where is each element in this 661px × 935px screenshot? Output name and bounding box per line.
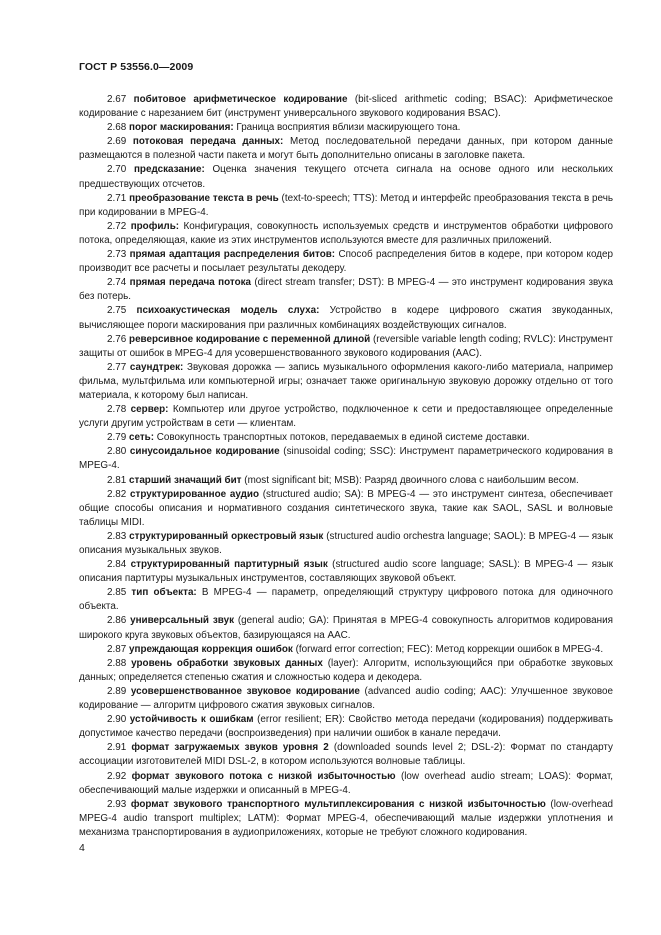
entry-number: 2.92 [107, 770, 127, 782]
entry-definition: (most significant bit; MSB): Разряд двоичного слова с наибольшим весом. [241, 474, 579, 486]
entry-number: 2.84 [107, 559, 127, 571]
definition-entry [79, 643, 613, 657]
entry-term: прямая адаптация распределения битов: [129, 249, 336, 261]
definition-entry [79, 586, 613, 614]
entry-number: 2.78 [107, 404, 127, 416]
entry-term: структурированное аудио [129, 488, 259, 500]
definition-entry [79, 558, 613, 586]
definition-entry [79, 474, 613, 488]
entry-number: 2.72 [107, 220, 127, 232]
entry-term: порог маскирования: [128, 122, 234, 134]
definition-entry [79, 431, 613, 445]
definition-entry [79, 488, 613, 530]
entry-number: 2.79 [107, 432, 127, 444]
entry-term: саундтрек: [129, 361, 184, 373]
entry-term: формат звукового потока с низкой избыточностью [131, 770, 396, 782]
entry-definition: В MPEG-4 — параметр, определяющий структуру цифрового потока для одиночного объекта. [79, 587, 614, 613]
entry-number: 2.91 [107, 742, 127, 754]
entry-definition: (text-to-speech; TTS): Метод и интерфейс преобразования текста в речь при кодировании в MPEG-4. [79, 192, 613, 218]
entry-number: 2.88 [107, 657, 127, 669]
definition-entry [79, 614, 613, 642]
entry-definition: Оценка значения текущего отсчета сигнала на основе одного или нескольких предшествующих отсчетов. [79, 164, 613, 190]
entry-definition: (downloaded sounds level 2; DSL-2): Формат по стандарту ассоциации изготовителей MIDI DSL-2, в котором используются волновые таблицы. [79, 742, 613, 768]
definition-entry [79, 276, 613, 304]
entry-definition: (low overhead audio stream; LOAS): Формат, обеспечивающий малые издержки и описанный в MPEG-4. [79, 770, 614, 796]
entry-term: уровень обработки звуковых данных [131, 657, 323, 669]
entry-term: сервер: [130, 404, 169, 416]
definition-entry [79, 403, 613, 431]
entry-definition: Конфигурация, совокупность используемых средств и инструментов обработки цифрового потока, определяющая, какие из этих инструментов используются вместе для различных приложений. [79, 220, 614, 246]
entry-term: реверсивное кодирование с переменной длиной [129, 333, 371, 345]
entry-term: сеть: [128, 432, 155, 444]
entry-definition: (reversible variable length coding; RVLC): Инструмент защиты от ошибок в MPEG-4 для усовершенствованного звукового кодирования (AAC). [79, 333, 614, 359]
entry-definition: (structured audio score language; SASL): В MPEG-4 — язык описания партитуры музыкальных инструментов, составляющих звуковой объект. [79, 559, 614, 585]
entry-number: 2.77 [107, 361, 127, 373]
entry-definition: Способ распределения битов в кодере, при котором кодер производит все расчеты и посылает результаты декодеру. [79, 249, 614, 275]
entry-definition: (advanced audio coding; AAC): Улучшенное звуковое кодирование — алгоритм цифрового сжатия звуковых сигналов. [79, 685, 613, 712]
entry-term: структурированный партитурный язык [130, 559, 328, 571]
page-number: 4 [79, 842, 85, 854]
entry-definition: (sinusoidal coding; SSC): Инструмент параметрического кодирования в MPEG-4. [79, 446, 614, 472]
entry-term: предсказание: [133, 164, 205, 176]
entry-term: побитовое арифметическое кодирование [133, 94, 348, 105]
definitions-list [79, 93, 613, 840]
entry-number: 2.89 [107, 685, 127, 697]
entry-definition: Компьютер или другое устройство, подключенное к сети и предоставляющее определенные услуги другим устройствам в сети — клиентам. [79, 404, 614, 430]
definition-entry [79, 770, 613, 798]
entry-definition: Метод последовательной передачи данных, при котором данные размещаются в полезной части пакета и могут быть дополнительно описаны в заголовке пакета. [79, 136, 613, 162]
entry-term: усовершенствованное звуковое кодирование [130, 685, 360, 697]
entry-number: 2.90 [107, 714, 127, 726]
entry-number: 2.80 [107, 446, 127, 458]
entry-number: 2.70 [107, 164, 127, 176]
entry-number: 2.74 [107, 277, 127, 289]
entry-term: прямая передача потока [129, 277, 252, 289]
definition-entry [79, 530, 613, 558]
entry-definition: (low-overhead MPEG-4 audio transport multiplex; LATM): Формат MPEG-4, обеспечивающий малые издержки уплотнения и механизма транспортирования в аудиоприложениях, которые не требуют сложного кодирования. [79, 798, 613, 838]
entry-term: преобразование текста в речь [129, 192, 279, 204]
entry-number: 2.73 [107, 249, 127, 261]
entry-term: структурированный оркестровый язык [129, 530, 324, 542]
entry-definition: Граница восприятия вблизи маскирующего тона. [233, 122, 461, 134]
definition-entry [79, 163, 613, 191]
entry-term: психоакустическая модель слуха: [136, 305, 320, 317]
definition-entry [79, 192, 613, 220]
definition-entry [79, 685, 613, 713]
entry-term: упреждающая коррекция ошибок [128, 643, 293, 655]
entry-number: 2.67 [107, 94, 127, 105]
definition-entry [79, 220, 613, 248]
definition-entry [79, 445, 613, 473]
entry-number: 2.81 [107, 474, 127, 486]
document-header: ГОСТ Р 53556.0—2009 [79, 61, 194, 73]
definition-entry [79, 741, 613, 769]
entry-number: 2.82 [107, 488, 127, 500]
entry-definition: (structured audio orchestra language; SAOL): В MPEG-4 — язык описания музыкальных звуков. [79, 530, 614, 556]
entry-term: профиль: [130, 220, 180, 232]
entry-number: 2.71 [107, 192, 127, 204]
entry-term: старший значащий бит [128, 474, 242, 486]
entry-number: 2.68 [107, 122, 127, 134]
entry-number: 2.69 [107, 136, 127, 148]
definition-entry [79, 333, 613, 361]
definition-entry [79, 713, 613, 741]
entry-term: устойчивость к ошибкам [129, 714, 254, 726]
entry-definition: Совокупность транспортных потоков, передаваемых в единой системе доставки. [154, 432, 530, 444]
definition-entry [79, 248, 613, 276]
entry-number: 2.76 [107, 333, 127, 345]
entry-definition: Устройство в кодере цифрового сжатия звукоданных, вычисляющее пороги маскирования при различных комбинациях воздействующих сигналов. [79, 305, 614, 331]
entry-number: 2.83 [107, 530, 127, 542]
definition-entry [79, 121, 613, 135]
definition-entry [79, 657, 613, 685]
entry-definition: Звуковая дорожка — запись музыкального оформления какого-либо материала, например фильма, мультфильма или компьютерной игры; означает также оригинальную звуковую дорожку отдельно от того материала, к которому был написан. [79, 361, 614, 401]
entry-number: 2.85 [107, 587, 127, 599]
entry-number: 2.75 [107, 305, 127, 317]
definition-entry [79, 93, 613, 121]
entry-term: синусоидальное кодирование [129, 446, 280, 458]
definition-entry [79, 798, 613, 840]
entry-term: потоковая передача данных: [132, 136, 284, 148]
entry-number: 2.86 [107, 615, 127, 627]
entry-term: универсальный звук [130, 615, 235, 627]
entry-definition: (forward error correction; FEC): Метод коррекции ошибок в MPEG-4. [292, 643, 604, 655]
entry-term: тип объекта: [131, 587, 197, 599]
entry-term: формат звукового транспортного мультиплексирования с низкой избыточностью [130, 798, 546, 810]
entry-definition: (bit-sliced arithmetic coding; BSAC): Арифметическое кодирование с нарезанием бит (инструмент универсального звукового кодирования BSAC). [79, 94, 613, 120]
entry-number: 2.87 [107, 643, 127, 655]
entry-definition: (error resilient; ER): Свойство метода передачи (кодирования) поддерживать допустимое качество передачи (воспроизведения) при наличии ошибок в канале передачи. [79, 714, 613, 740]
entry-number: 2.93 [107, 798, 127, 810]
entry-definition: (direct stream transfer; DST): В MPEG-4 — это инструмент кодирования звука без потерь. [79, 277, 613, 303]
entry-term: формат загружаемых звуков уровня 2 [131, 742, 329, 754]
entry-definition: (layer): Алгоритм, использующийся при обработке звуковых данных; определяется степенью сжатия и сложностью кодера и декодера. [79, 657, 613, 683]
entry-definition: (general audio; GA): Принятая в MPEG-4 совокупность алгоритмов кодирования широкого круга звуковых объектов, базирующаяся на AAC. [79, 615, 613, 641]
definition-entry [79, 304, 613, 332]
definition-entry [79, 135, 613, 163]
entry-definition: (structured audio; SA): В MPEG-4 — это инструмент синтеза, обеспечивает общие способы описания и нормативного создания синтетического звука, такие как SAOL, SASL и волновые таблицы MIDI. [79, 488, 613, 528]
definition-entry [79, 361, 613, 403]
